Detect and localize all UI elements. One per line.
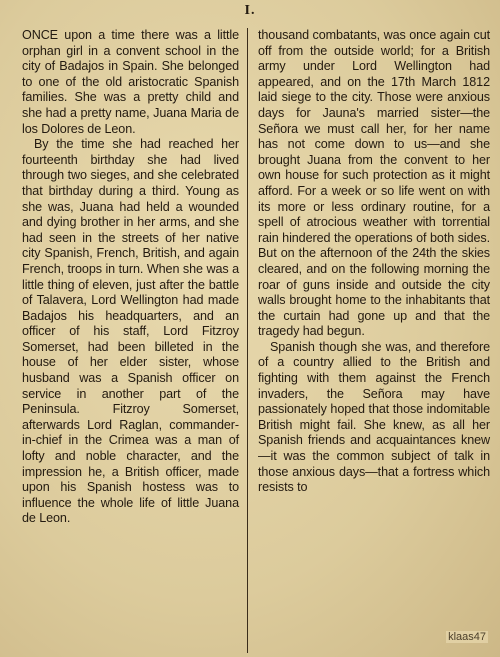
- watermark: klaas47: [448, 631, 486, 643]
- paragraph: By the time she had reached her fourteenth birthday she had lived through two sieges, and she celebrated that birthday during a third. Young as she was, Juana had held a wounded and dying brother in her arms, and she had seen in the streets of her native city Spanish, French, British, and again French, troops in turn. When she was a little thing of eleven, just after the battle of Talavera, Lord Wellington had made Badajos his headquarters, and an officer of his staff, Lord Fitzroy Somerset, had been billeted in the house of her elder sister, whose husband was a Spanish officer on service in another part of the Peninsula. Fitzroy Somerset, afterwards Lord Raglan, commander-in-chief in the Crimea was a man of lofty and noble character, and the impression he, a British officer, made upon his Spanish hostess was to influence the whole life of little Juana de Leon.: [22, 137, 239, 526]
- right-column: [248, 28, 490, 653]
- left-column: [22, 28, 248, 653]
- paragraph: ONCE upon a time there was a little orphan girl in a convent school in the city of Badajos in Spain. She belonged to one of the old aristocratic Spanish families. She was a pretty child and she had a pretty name, Juana Maria de los Dolores de Leon.: [22, 28, 239, 136]
- paragraph: thousand combatants, was once again cut off from the outside world; for a British army under Lord Wellington had appeared, and on the 17th March 1812 laid siege to the city. Those were anxious days for Jauna's married sister—the Señora we must call her, for her name has not come down to us—and she brought Juana from the convent to her own house for such protection as it might afford. For a week or so life went on with its more or less ordinary routine, for a spell of atrocious weather with torrential rain hindered the operations of both sides. But on the afternoon of the 24th the skies cleared, and on the following morning the roar of guns inside and outside the city walls brought home to the inhabitants that the curtain had gone up and that the tragedy had begun.: [258, 28, 490, 339]
- chapter-number: I.: [244, 3, 256, 18]
- text-columns: [22, 28, 490, 653]
- paragraph: Spanish though she was, and therefore of a country allied to the British and fighting with them against the French invaders, the Señora may have passionately hoped that those indomitable British might fail. She knew, as all her Spanish friends and acquaintances knew—it was the common subject of talk in those anxious days—that a fortress which resists to: [258, 339, 490, 495]
